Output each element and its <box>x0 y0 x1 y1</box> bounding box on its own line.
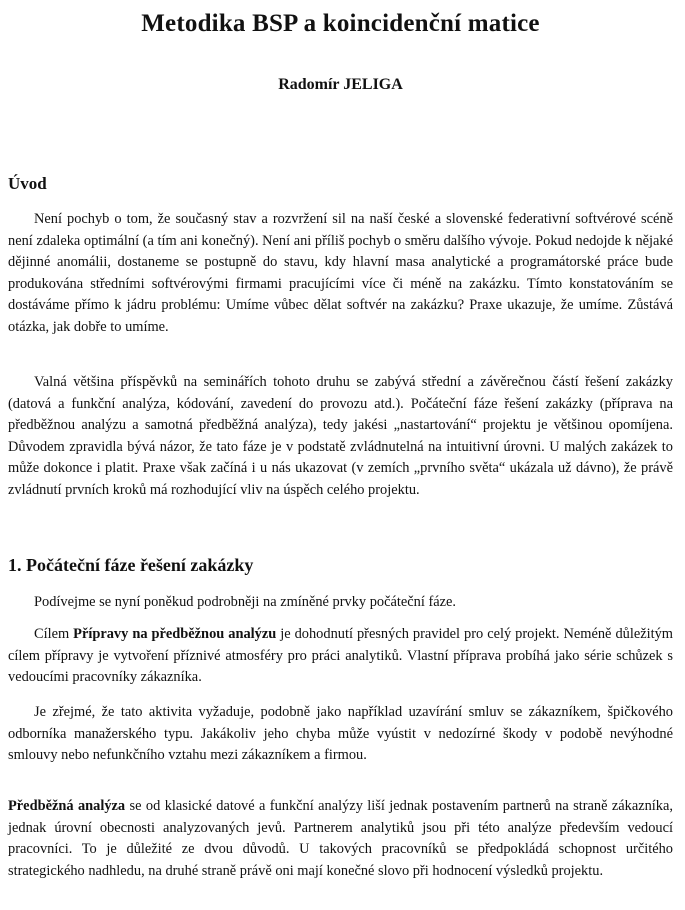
paper-title: Metodika BSP a koincidenční matice <box>141 10 540 37</box>
intro-heading: Úvod <box>8 174 47 193</box>
paragraph-text: je dohodnutí přesných pravidel pro celý projekt. Neméně důležitým cílem přípravy je vytvoření příznivé atmosféry pro práci analytiků. Vlastní příprava probíhá jako série schůzek s vedoucími pracovníky zákazníka. <box>8 626 673 685</box>
section-1-paragraph-4 <box>8 796 673 882</box>
intro-paragraph-2: Valná většina příspěvků na seminářích tohoto druhu se zabývá střední a závěrečnou částí řešení zakázky (datová a funkční analýza, kódování, zavedení do provozu atd.). Počáteční fáze řešení zakázky (příprava na předběžnou analýzu a samotná předběžná analýza), tedy jakési „nastartování“ projektu je většinou opomíjena. Důvodem zpravidla bývá názor, že tato fáze je v podstatě zvládnutelná na intuitivní úrovni. U malých zakázek to může dokonce i platit. Praxe však začíná i u nás ukazovat (v zemích „prvního světa“ ukázala už dávno), že právě zvládnutí prvních kroků má rozhodující vliv na úspěch celého projektu. <box>8 374 673 498</box>
bold-term-predbezna-analyza: Předběžná analýza <box>8 798 126 814</box>
section-1-paragraph-1: Podívejme se nyní poněkud podrobněji na zmíněné prvky počáteční fáze. <box>34 594 456 610</box>
paragraph-text: se od klasické datové a funkční analýzy liší jednak postavením partnerů na straně zákazníka, jednak úrovní obecnosti analyzovaných jevů. Partnerem analytiků jsou při této analýze především vedoucí pracovníci. To je důležité ze dvou důvodů. U takových pracovníků se předpokládá schopnost určitého strategického nadhledu, na druhé straně právě oni mají konečné slovo při hodnocení výsledků projektu. <box>8 798 673 879</box>
paragraph-text: Cílem <box>34 626 74 642</box>
intro-paragraph-1: Není pochyb o tom, že současný stav a rozvržení sil na naší české a slovenské federativní softvérové scéně není zdaleka optimální (a tím ani konečný). Není ani příliš pochyb o směru dalšího vývoje. Pokud nedojde k nějaké dějinné anomálii, dostaneme se postupně do stavu, kdy hlavní masa analytické a programátorské práce bude produkována středními softvérovými firmami pracujícími více či méně na zakázku. Tímto konstatováním se dostáváme přímo k jádru problému: Umíme vůbec dělat softvér na zakázku? Praxe ukazuje, že umíme. Zůstává otázka, jak dobře to umíme. <box>8 211 674 335</box>
paper-author: Radomír JELIGA <box>278 76 403 93</box>
section-1-paragraph-2 <box>8 624 673 689</box>
bold-term-priprava: Přípravy na předběžnou analýzu <box>73 626 277 642</box>
section-1-paragraph-3: Je zřejmé, že tato aktivita vyžaduje, podobně jako například uzavírání smluv se zákazníkem, špičkového odborníka manažerského typu. Jakákoliv jeho chyba může vyústit v nedozírné škody v podobě nevýhodné smlouvy nebo nefunkčního vztahu mezi zákazníkem a firmou. <box>8 704 673 763</box>
section-1-heading: 1. Počáteční fáze řešení zakázky <box>8 555 254 575</box>
